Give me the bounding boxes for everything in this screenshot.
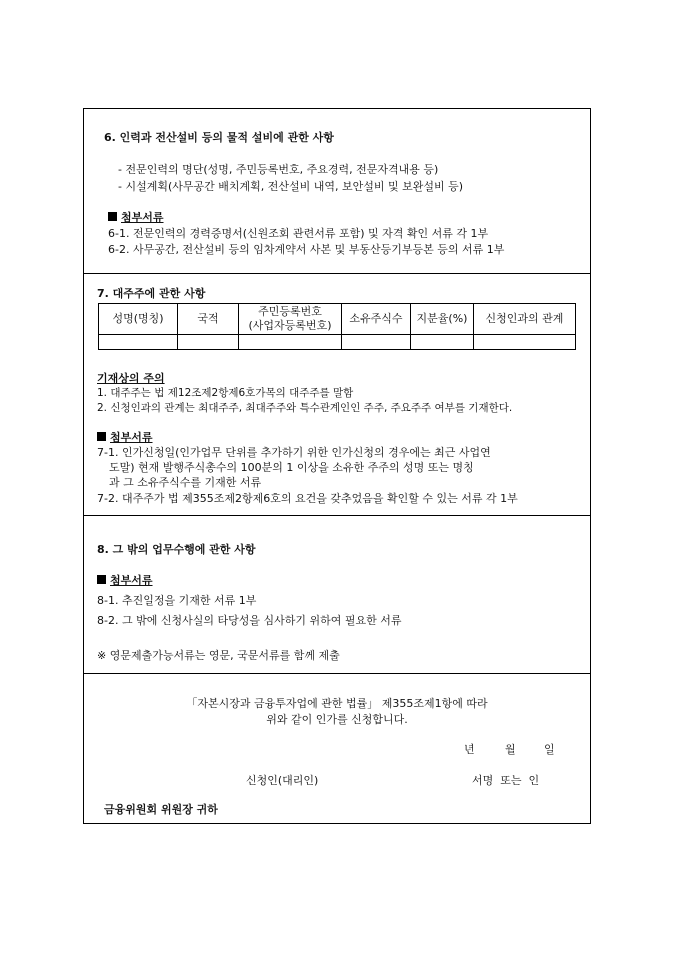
table-cell [99,335,178,350]
square-bullet-icon [108,212,117,221]
application-statement [84,673,590,823]
table-header-nationality: 국적 [178,304,239,335]
date-month: 월 [505,743,516,756]
section-8-attach-title: 첨부서류 [97,574,153,588]
signature-label: 서명 또는 인 [472,774,540,787]
table-cell [411,335,474,350]
section-7-note: 2. 신청인과의 관계는 최대주주, 최대주주와 특수관계인인 주주, 주요주주 여부를 기재한다. [97,402,513,414]
section-8-footnote: ※ 영문제출가능서류는 영문, 국문서류를 함께 제출 [97,649,340,662]
table-header-relationship: 신청인과의 관계 [474,304,576,335]
section-7-title: 7. 대주주에 관한 사항 [97,287,206,300]
date-day: 일 [544,743,555,756]
table-header-name: 성명(명칭) [99,304,178,335]
section-7-attachment: 과 그 소유주식수를 기재한 서류 [109,476,262,489]
applicant-label: 신청인(대리인) [246,774,319,787]
section-6-attach-title: 첨부서류 [108,211,164,225]
section-7-attachment: 7-2. 대주주가 법 제355조제2항제6호의 요건을 갖추었음을 확인할 수 있는 서류 각 1부 [97,492,518,505]
section-8 [84,515,590,673]
section-7-notes-title: 기재상의 주의 [97,372,165,385]
application-form [83,108,591,824]
section-6-attachment: 6-1. 전문인력의 경력증명서(신원조회 관련서류 포함) 및 자격 확인 서류 각 1부 [108,227,489,240]
section-7-attachment: 7-1. 인가신청일(인가업무 단위를 추가하기 위한 인가신청의 경우에는 최근 사업연 [97,446,491,459]
table-cell [342,335,411,350]
application-line: 위와 같이 인가를 신청합니다. [266,713,408,726]
section-7-attachment: 도말) 현재 발행주식총수의 100분의 1 이상을 소유한 주주의 성명 또는 명칭 [109,461,474,474]
application-line: 「자본시장과 금융투자업에 관한 법률」 제355조제1항에 따라 [186,697,488,710]
section-6-item: - 전문인력의 명단(성명, 주민등록번호, 주요경력, 전문자격내용 등) [118,163,439,176]
major-shareholder-table [98,303,576,350]
section-6-attachment: 6-2. 사무공간, 전산설비 등의 임차계약서 사본 및 부동산등기부등본 등의 서류 1부 [108,243,505,256]
table-header-share-ratio: 지분율(%) [411,304,474,335]
table-cell [474,335,576,350]
square-bullet-icon [97,575,106,584]
table-cell [178,335,239,350]
date-year: 년 [464,743,475,756]
section-6-title: 6. 인력과 전산설비 등의 물적 설비에 관한 사항 [104,131,334,144]
section-8-attachment: 8-1. 추진일정을 기재한 서류 1부 [97,594,257,607]
table-header-shares-owned: 소유주식수 [342,304,411,335]
section-7 [84,273,590,515]
table-row [99,335,576,350]
section-8-title: 8. 그 밖의 업무수행에 관한 사항 [97,543,256,556]
section-6 [84,109,590,273]
square-bullet-icon [97,432,106,441]
table-cell [239,335,342,350]
recipient: 금융위원회 위원장 귀하 [104,803,218,816]
section-8-attachment: 8-2. 그 밖에 신청사실의 타당성을 심사하기 위하여 필요한 서류 [97,614,402,627]
table-header-registration-number: 주민등록번호 (사업자등록번호) [239,304,342,335]
section-7-note: 1. 대주주는 법 제12조제2항제6호가목의 대주주를 말함 [97,387,354,399]
section-7-attach-title: 첨부서류 [97,431,153,445]
section-6-item: - 시설계획(사무공간 배치계획, 전산설비 내역, 보안설비 및 보완설비 등) [118,180,464,193]
